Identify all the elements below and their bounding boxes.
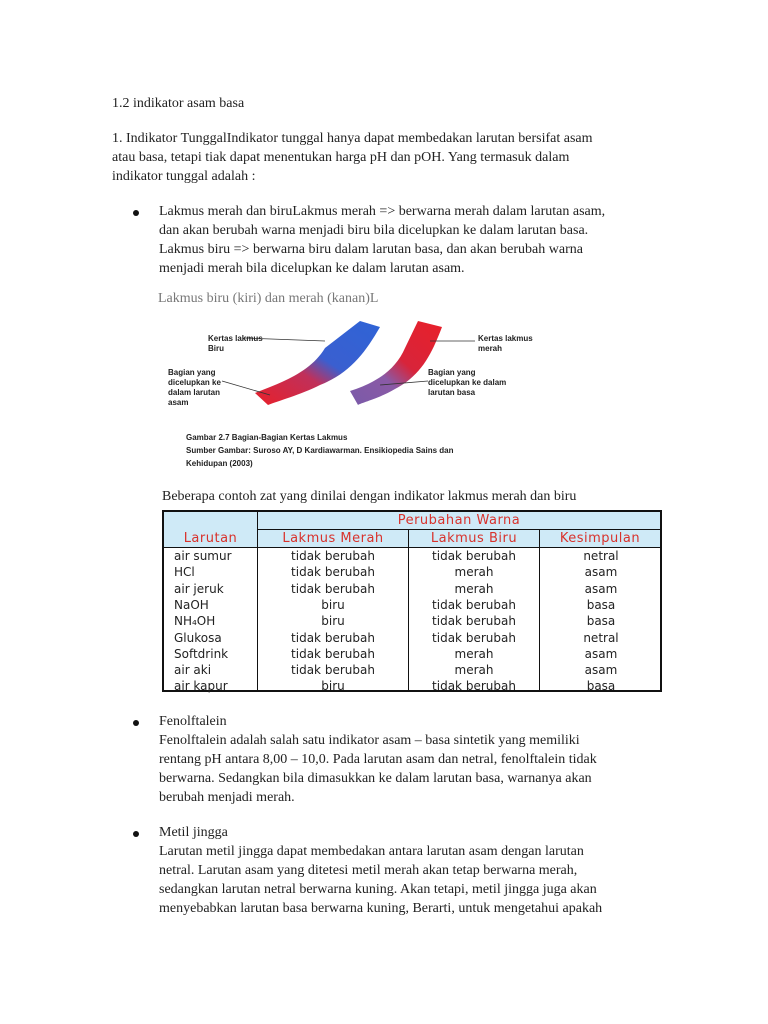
col-header-kesimpulan: Kesimpulan bbox=[559, 531, 641, 546]
bullet-dot bbox=[133, 210, 139, 216]
bullet-line: Metil jingga bbox=[159, 825, 228, 840]
table-cell: tidak berubah bbox=[291, 630, 375, 645]
bullet-fenolftalein bbox=[159, 712, 659, 807]
table-cell: NaOH bbox=[174, 597, 209, 612]
table-cell: tidak berubah bbox=[291, 565, 375, 580]
col-header-larutan: Larutan bbox=[183, 531, 238, 546]
table-cell: biru bbox=[321, 614, 345, 629]
bullet-line: Lakmus merah dan biruLakmus merah => berwarna merah dalam larutan asam, bbox=[159, 204, 606, 219]
table-cell: tidak berubah bbox=[432, 549, 516, 563]
bullet-line: berwarna. Sedangkan bila dimasukkan ke dalam larutan basa, warnanya akan bbox=[159, 771, 592, 786]
table-row bbox=[164, 549, 660, 565]
table-row bbox=[164, 679, 660, 695]
table-cell: HCl bbox=[174, 565, 195, 580]
table-cell: tidak berubah bbox=[432, 679, 516, 694]
table-cell: netral bbox=[583, 630, 619, 645]
figure-source-1: Gambar 2.7 Bagian-Bagian Kertas Lakmus bbox=[186, 433, 348, 442]
label-dip-right-1: Bagian yang bbox=[428, 368, 476, 377]
label-red-2: merah bbox=[478, 344, 503, 353]
bullet-line: sedangkan larutan netral berwarna kuning. Akan tetapi, metil jingga juga akan bbox=[159, 882, 597, 897]
table-title: Beberapa contoh zat yang dinilai dengan indikator lakmus merah dan biru bbox=[162, 489, 577, 504]
table-row bbox=[164, 647, 660, 663]
bullet-line: berubah menjadi merah. bbox=[159, 790, 295, 805]
label-red-1: Kertas lakmus bbox=[478, 334, 533, 343]
table-cell: NH₄OH bbox=[174, 614, 216, 629]
table-cell: tidak berubah bbox=[291, 549, 375, 563]
section-heading: 1.2 indikator asam basa bbox=[112, 96, 245, 111]
table-cell: air jeruk bbox=[174, 581, 224, 596]
bullet-metil-jingga bbox=[159, 823, 659, 918]
table-cell: merah bbox=[454, 646, 494, 661]
label-dip-right-2: dicelupkan ke dalam bbox=[428, 378, 507, 387]
bullet-dot bbox=[133, 720, 139, 726]
label-dip-left-1: Bagian yang bbox=[168, 368, 216, 377]
table-cell: tidak berubah bbox=[432, 630, 516, 645]
table-row bbox=[164, 614, 660, 630]
bullet-line: Fenolftalein bbox=[159, 714, 227, 729]
table-cell: air kapur bbox=[174, 679, 228, 694]
bullet-line: dan akan berubah warna menjadi biru bila dicelupkan ke dalam larutan basa. bbox=[159, 223, 589, 238]
bullet-line: menyebabkan larutan basa berwarna kuning, Berarti, untuk mengetahui apakah bbox=[159, 901, 603, 916]
table-cell: Glukosa bbox=[174, 630, 222, 645]
bullet-line: Fenolftalein adalah salah satu indikator asam – basa sintetik yang memiliki bbox=[159, 733, 580, 748]
label-dip-right-3: larutan basa bbox=[428, 388, 476, 397]
col-header-lakmus-merah: Lakmus Merah bbox=[282, 531, 384, 546]
table-row bbox=[164, 631, 660, 647]
pointer-line bbox=[222, 381, 270, 395]
intro-line: 1. Indikator TunggalIndikator tunggal hanya dapat membedakan larutan bersifat asam bbox=[112, 131, 593, 146]
table-cell: tidak berubah bbox=[291, 581, 375, 596]
litmus-table bbox=[162, 510, 662, 692]
table-cell: basa bbox=[586, 679, 616, 694]
table-cell: asam bbox=[584, 663, 618, 678]
table-cell: tidak berubah bbox=[432, 597, 516, 612]
bullet-lakmus bbox=[159, 202, 659, 278]
figure-source-2: Sumber Gambar: Suroso AY, D Kardiawarman. Ensikiopedia Sains dan bbox=[186, 446, 454, 455]
table-cell: tidak berubah bbox=[291, 663, 375, 678]
table-row bbox=[164, 582, 660, 598]
table-cell: merah bbox=[454, 565, 494, 580]
table-cell: basa bbox=[586, 597, 616, 612]
bullet-line: netral. Larutan asam yang ditetesi metil merah akan tetap berwarna merah, bbox=[159, 863, 578, 878]
group-header: Perubahan Warna bbox=[397, 513, 521, 528]
label-dip-left-2: dicelupkan ke bbox=[168, 378, 221, 387]
col-header-lakmus-biru: Lakmus Biru bbox=[430, 531, 518, 546]
table-cell: netral bbox=[583, 549, 619, 563]
table-row bbox=[164, 565, 660, 581]
table-cell: tidak berubah bbox=[291, 646, 375, 661]
figure-source-3: Kehidupan (2003) bbox=[186, 459, 253, 468]
table-row bbox=[164, 598, 660, 614]
intro-line: indikator tunggal adalah : bbox=[112, 169, 256, 184]
table-cell: biru bbox=[321, 597, 345, 612]
label-dip-left-4: asam bbox=[168, 398, 189, 407]
bullet-dot bbox=[133, 831, 139, 837]
intro-paragraph bbox=[112, 129, 652, 186]
table-cell: merah bbox=[454, 663, 494, 678]
bullet-line: menjadi merah bila dicelupkan ke dalam larutan asam. bbox=[159, 261, 465, 276]
litmus-figure bbox=[160, 313, 533, 473]
figure-caption: Lakmus biru (kiri) dan merah (kanan)L bbox=[158, 291, 379, 306]
table-cell: asam bbox=[584, 581, 618, 596]
table-cell: asam bbox=[584, 646, 618, 661]
bullet-line: Lakmus biru => berwarna biru dalam larutan basa, dan akan berubah warna bbox=[159, 242, 583, 257]
table-cell: basa bbox=[586, 614, 616, 629]
bullet-line: rentang pH antara 8,00 – 10,0. Pada larutan asam dan netral, fenolftalein tidak bbox=[159, 752, 597, 767]
label-blue-2: Biru bbox=[208, 344, 224, 353]
table-cell: asam bbox=[584, 565, 618, 580]
table-cell: air sumur bbox=[174, 549, 232, 563]
table-cell: biru bbox=[321, 679, 345, 694]
table-cell: tidak berubah bbox=[432, 614, 516, 629]
table-cell: merah bbox=[454, 581, 494, 596]
label-blue-1: Kertas lakmus bbox=[208, 334, 263, 343]
table-cell: Softdrink bbox=[174, 646, 229, 661]
table-row bbox=[164, 663, 660, 679]
label-dip-left-3: dalam larutan bbox=[168, 388, 221, 397]
intro-line: atau basa, tetapi tiak dapat menentukan harga pH dan pOH. Yang termasuk dalam bbox=[112, 150, 570, 165]
table-cell: air aki bbox=[174, 663, 212, 678]
bullet-line: Larutan metil jingga dapat membedakan antara larutan asam dengan larutan bbox=[159, 844, 584, 859]
